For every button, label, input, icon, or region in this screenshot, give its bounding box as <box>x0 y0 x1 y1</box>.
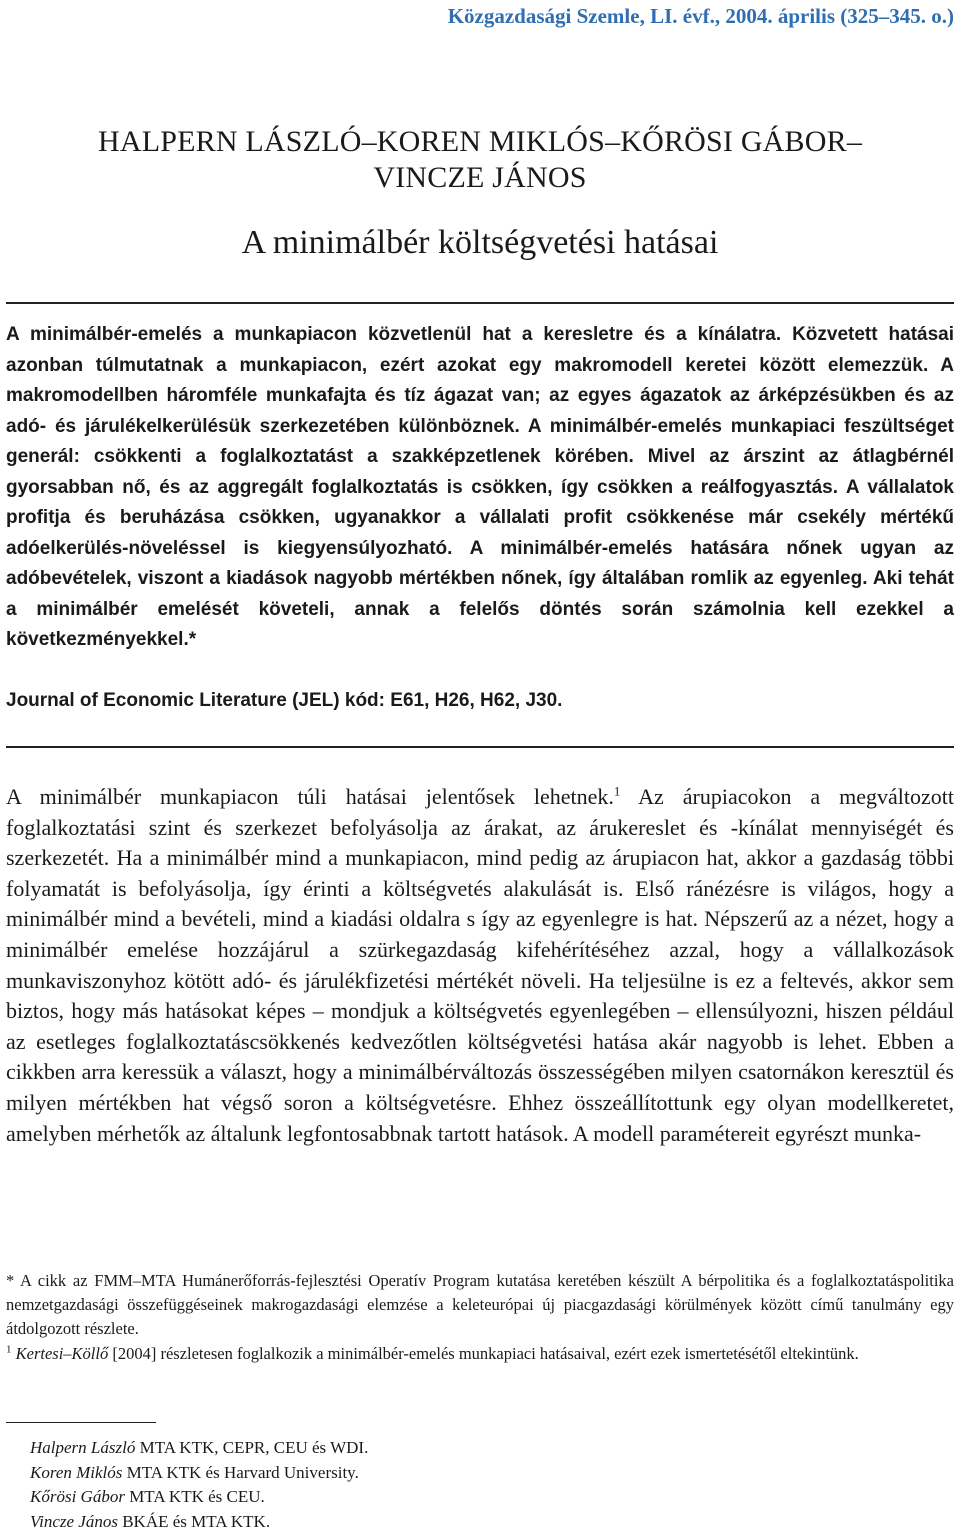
footnote-ref-1[interactable]: 1 <box>614 784 621 799</box>
article-title: A minimálbér költségvetési hatásai <box>0 223 960 263</box>
affiliation-author: Kőrösi Gábor <box>30 1487 125 1506</box>
journal-reference: Közgazdasági Szemle, LI. évf., 2004. április (325–345. o.) <box>448 4 954 29</box>
affiliation-institution: MTA KTK és Harvard University. <box>122 1463 358 1482</box>
affiliation-row <box>30 1436 368 1461</box>
affiliation-author: Koren Miklós <box>30 1463 122 1482</box>
abstract-top-rule <box>6 302 954 304</box>
affiliation-author: Vincze János <box>30 1512 118 1531</box>
author-line-2: VINCZE JÁNOS <box>0 160 960 196</box>
author-list <box>0 124 960 196</box>
footnote-1-text: [2004] részletesen foglalkozik a minimálbér-emelés munkapiaci hatásaival, ezért ezek ismertetésétől eltekintünk. <box>108 1344 859 1363</box>
footnote-1 <box>6 1342 954 1366</box>
footnote-1-author: Kertesi–Köllő <box>16 1344 109 1363</box>
footnote-star: * A cikk az FMM–MTA Humánerőforrás-fejlesztési Operatív Program kutatása keretében készült A bérpolitika és a foglalkoztatáspolitika nemzetgazdasági összefüggéseinek makrogazdasági elemzése a keleteurópai új piacgazdasági körülmények között című tanulmány egy átdolgozott részlete. <box>6 1269 954 1342</box>
affiliation-institution: BKÁE és MTA KTK. <box>118 1512 270 1531</box>
affiliation-row <box>30 1461 368 1486</box>
author-line-1: HALPERN LÁSZLÓ–KOREN MIKLÓS–KŐRÖSI GÁBOR– <box>0 124 960 160</box>
body-intro-sentence: A minimálbér munkapiacon túli hatásai jelentősek lehetnek. <box>6 784 614 809</box>
author-affiliations <box>30 1436 368 1534</box>
affiliation-separator <box>6 1422 156 1423</box>
affiliation-author: Halpern László <box>30 1438 135 1457</box>
abstract-text: A minimálbér-emelés a munkapiacon közvetlenül hat a keresletre és a kínálatra. Közvetett hatásai azonban túlmutatnak a munkapiacon, ezért azokat egy makromodell keretei között elemezzük. A makromodellben háromféle munkafajta és tíz ágazat van; az egyes ágazatok az árképzésükben és az adó- és járulékelkerülésük szerkezetében különböznek. A minimálbér-emelés munkapiaci feszültséget generál: csökkenti a foglalkoztatást a szakképzetlenek körében. Mivel az árszint az átlagbérnél gyorsabban nő, és az aggregált foglalkoztatás is csökken, így csökken a reálfogyasztás. A vállalatok profitja és beruházása csökken, ugyanakkor a vállalati profit csökkenése már csekély mértékű adóelkerülés-növeléssel is kiegyensúlyozható. A minimálbér-emelés hatására nőnek ugyan az adóbevételek, viszont a kiadások nagyobb mértékben nőnek, így általában romlik az egyenleg. Aki tehát a minimálbér emelését követeli, annak a felelős döntés során számolnia kell ezekkel a következményekkel.* <box>6 320 954 656</box>
affiliation-institution: MTA KTK, CEPR, CEU és WDI. <box>135 1438 368 1457</box>
footnotes <box>6 1269 954 1366</box>
body-paragraph <box>6 782 954 1149</box>
abstract-bottom-rule <box>6 746 954 748</box>
footnote-1-mark: 1 <box>6 1343 12 1355</box>
affiliation-row <box>30 1485 368 1510</box>
jel-codes: Journal of Economic Literature (JEL) kód: E61, H26, H62, J30. <box>6 686 954 716</box>
affiliation-row <box>30 1510 368 1534</box>
affiliation-institution: MTA KTK és CEU. <box>125 1487 265 1506</box>
body-rest: Az árupiacokon a megváltozott foglalkoztatási szint és szerkezet befolyásolja az árakat, az árukereslet és -kínálat mennyiségét és szerkezetét. Ha a minimálbér mind a munkapiacon, mind pedig az árupiacon hat, akkor a gazdaság többi folyamatát is befolyásolja, így érinti a költségvetés alakulását is. Első ránézésre is világos, hogy a minimálbér mind a bevételi, mind a kiadási oldalra s így az egyenlegre is hat. Népszerű az a nézet, hogy a minimálbér emelése hozzájárul a szürkegazdaság kifehérítéséhez azzal, hogy a vállalkozások munkaviszonyhoz kötött adó- és járulékfizetési mértékét növeli. Ha teljesülne is ez a feltevés, akkor sem biztos, hogy más hatásokat képes – mondjuk a költségvetés egyenlegében – ellensúlyozni, hiszen például az esetleges foglalkoztatáscsökkenés kedvezőtlen költségvetési hatása akár nagyobb is lehet. Ebben a cikkben arra keressük a választ, hogy a minimálbérváltozás összességében milyen csatornákon keresztül és milyen mértékben hat végső soron a költségvetésre. Ehhez összeállítottunk egy olyan modellkeretet, amelyben mérhetők az általunk legfontosabbnak tartott hatások. A modell paramétereit egyrészt munka- <box>6 784 954 1146</box>
